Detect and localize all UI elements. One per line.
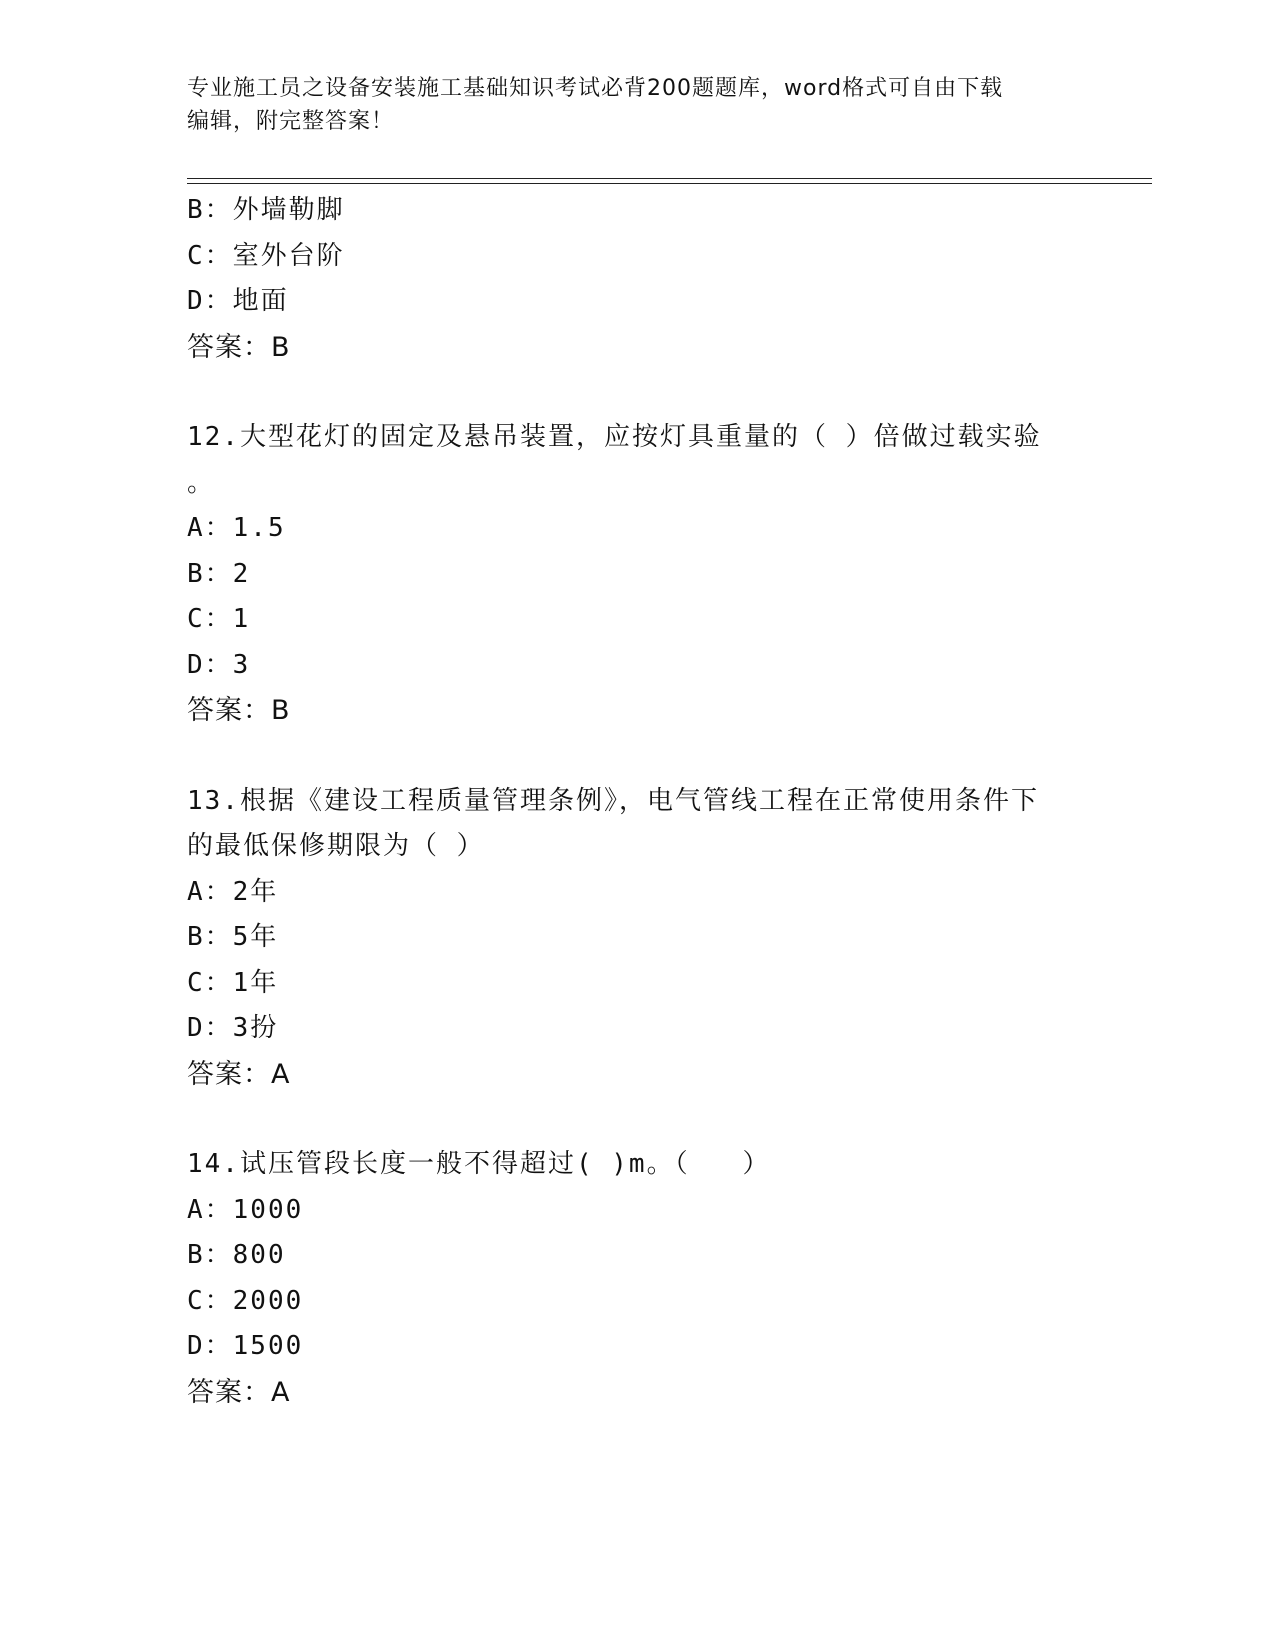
header-divider-bottom [187,183,1152,184]
answer-line: 答案：A [187,1058,291,1090]
header-line-1: 专业施工员之设备安装施工基础知识考试必背200题题库，word格式可自由下载 [187,76,1004,101]
option-d: D：地面 [187,286,289,316]
question-block [187,779,1087,1098]
spacer [187,734,1087,779]
question-list [187,188,1087,1415]
answer-line: 答案：B [187,331,291,363]
question-block [187,1142,1087,1415]
question-stem: 12.大型花灯的固定及悬吊装置，应按灯具重量的（ ）倍做过载实验 [187,422,1042,452]
option-c: C：2000 [187,1285,304,1316]
question-stem-continued: 。 [187,467,216,498]
header-line-2: 编辑，附完整答案！ [187,109,395,134]
spacer [187,370,1087,415]
option-d: D：3 [187,649,251,680]
document-header [187,72,1087,138]
answer-line: 答案：A [187,1376,291,1408]
option-a: A：1.5 [187,513,286,543]
option-d: D：1500 [187,1331,304,1361]
question-block [187,188,1087,370]
spacer [187,1097,1087,1142]
header-divider-top [187,178,1152,179]
option-c: C：室外台阶 [187,240,345,271]
question-stem: 14.试压管段长度一般不得超过( )m。（ ） [187,1149,771,1179]
option-a: A：1000 [187,1194,304,1225]
option-b: B：5年 [187,922,279,952]
option-a: A：2年 [187,876,279,907]
answer-line: 答案：B [187,695,291,726]
option-b: B：外墙勒脚 [187,195,345,225]
option-c: C：1年 [187,967,279,998]
option-b: B：800 [187,1240,286,1270]
option-c: C：1 [187,604,251,634]
question-block [187,415,1087,734]
question-stem-continued: 的最低保修期限为（ ） [187,831,485,861]
option-d: D：3扮 [187,1013,279,1043]
option-b: B：2 [187,558,251,589]
question-stem: 13.根据《建设工程质量管理条例》，电气管线工程在正常使用条件下 [187,785,1039,816]
